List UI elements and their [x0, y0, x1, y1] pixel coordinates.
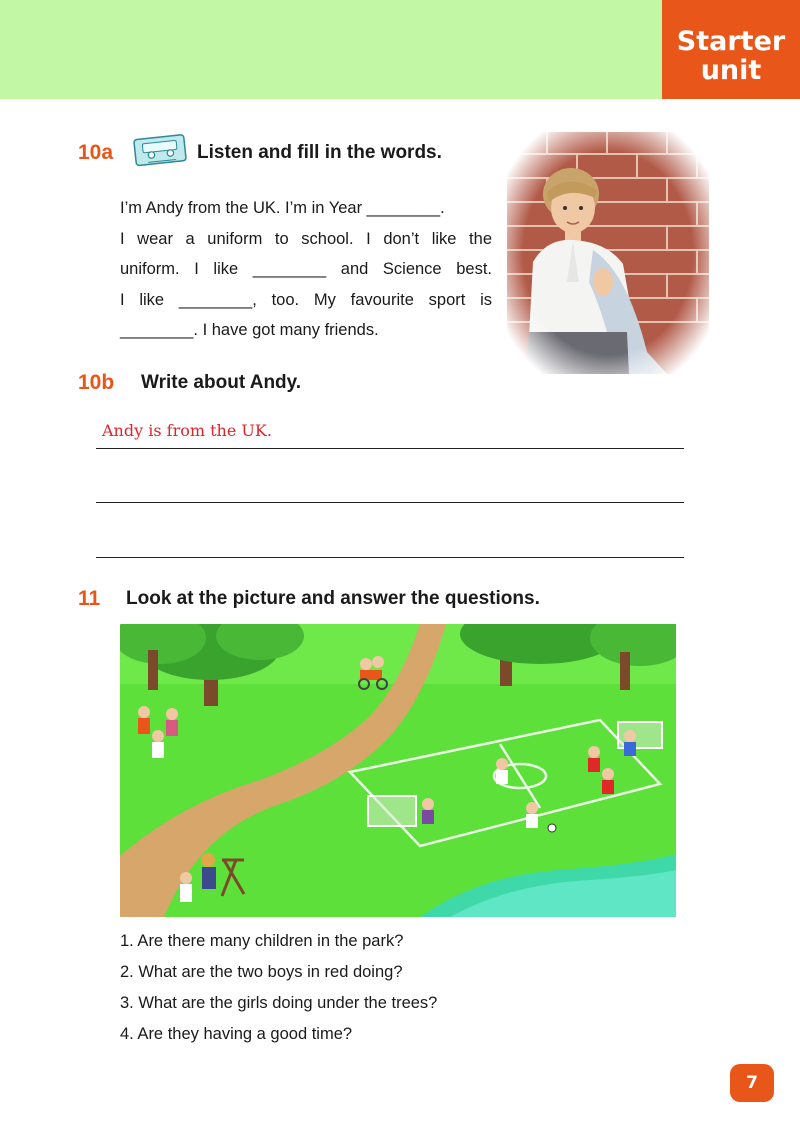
unit-label-line1: Starter [676, 26, 786, 57]
exercise-11-title: Look at the picture and answer the questions. [126, 588, 540, 609]
example-answer: Andy is from the UK. [102, 421, 272, 440]
park-picture [120, 624, 676, 917]
andy-paragraph [120, 193, 492, 346]
page-number-badge: 7 [730, 1064, 774, 1102]
exercise-10a-title: Listen and fill in the words. [197, 142, 442, 163]
cassette-tape-icon [133, 133, 189, 167]
paragraph-line: I wear a uniform to school. I don’t like the [120, 229, 492, 248]
question-item: 4. Are they having a good time? [120, 1025, 353, 1043]
paragraph-line: I like ________, too. My favourite sport is [120, 290, 492, 309]
question-list [120, 929, 437, 1053]
question-item: 2. What are the two boys in red doing? [120, 963, 403, 981]
paragraph-line: I’m Andy from the UK. I’m in Year ________. [120, 199, 445, 217]
unit-tab [662, 0, 800, 99]
exercise-10a-number: 10a [78, 141, 114, 164]
exercise-10b-number: 10b [78, 371, 115, 394]
header-band [0, 0, 662, 99]
paragraph-line: uniform. I like ________ and Science best. [120, 260, 492, 278]
answer-line-1[interactable] [96, 448, 684, 449]
answer-line-2[interactable] [96, 502, 684, 503]
question-item: 3. What are the girls doing under the trees? [120, 994, 438, 1012]
exercise-11-number: 11 [78, 587, 101, 610]
andy-photo [507, 132, 709, 374]
paragraph-line: ________. I have got many friends. [120, 321, 379, 339]
answer-line-3[interactable] [96, 557, 684, 558]
exercise-10b-title: Write about Andy. [141, 372, 302, 393]
unit-label-line2: unit [700, 55, 762, 86]
question-item: 1. Are there many children in the park? [120, 932, 404, 950]
